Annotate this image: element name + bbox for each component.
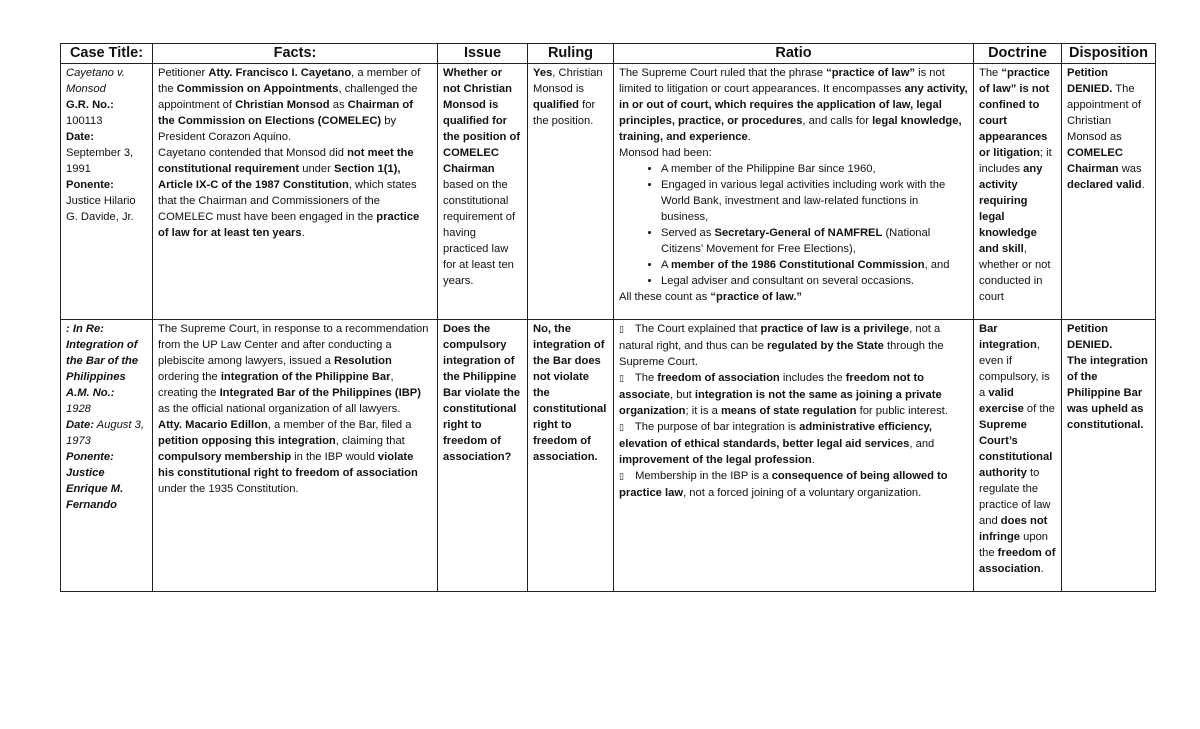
doctrine-bold: Bar integration (979, 323, 1037, 351)
ratio-list (619, 161, 968, 289)
ratio-text: , and calls for (802, 115, 873, 127)
facts-text: under (299, 163, 334, 175)
facts-text: under the 1935 Constitution. (158, 483, 299, 495)
facts-bold: Integrated Bar of the Philippines (IBP) (219, 387, 421, 399)
ratio-text: ; it is a (685, 405, 721, 417)
facts-text: in the IBP would (291, 451, 378, 463)
ratio-cell (614, 64, 974, 320)
doctrine-bold: Supreme Court’s constitutional authority (979, 419, 1053, 479)
doctrine-text: of the (1023, 403, 1055, 415)
ratio-text: includes the (779, 372, 846, 384)
doctrine-text: to regulate the practice of law and (979, 467, 1051, 527)
disposition-bold: Petition DENIED. (1067, 67, 1113, 95)
case-title-cell (61, 64, 153, 320)
ratio-bold: integration is not the same as joining a private organization (619, 389, 942, 417)
disposition-text: was (1118, 163, 1142, 175)
list-item-text: Served as (661, 227, 715, 239)
header-row (61, 44, 1156, 64)
facts-bold: Resolution (333, 355, 392, 367)
facts-bold: violate his constitutional right to freedom of association (158, 451, 418, 479)
disposition-cell (1062, 64, 1156, 320)
list-item-text: (National Citizens’ Movement for Free Elections), (661, 227, 931, 255)
facts-cell (153, 64, 438, 320)
ruling-bold: No, the integration of the Bar does not violate the constitutional right to freedom of association. (533, 323, 607, 463)
ratio-bold: legal knowledge, training, and experience (619, 115, 962, 143)
facts-bold: integration of the Philippine Bar (220, 371, 391, 383)
ratio-bold: regulated by the State (767, 340, 884, 352)
gr-label: G.R. No.: (66, 99, 114, 111)
doctrine-bold: does not infringe (979, 515, 1048, 543)
list-item-bold: Secretary-General of NAMFREL (714, 227, 883, 239)
ratio-text: , not a natural right, and thus can be (619, 323, 941, 352)
facts-bold: not meet the constitutional requirement (158, 147, 414, 175)
bullet-mark-icon: ▯ (619, 472, 624, 482)
ratio-bold: “practice of law.” (710, 291, 803, 303)
ruling-text: , Christian Monsod is (533, 67, 603, 95)
ratio-bold: “practice of law” (826, 67, 915, 79)
ponente-value: Justice Enrique M. Fernando (66, 467, 124, 511)
disposition-bold: The integration of the Philippine Bar was upheld as constitutional. (1067, 355, 1148, 431)
facts-text: , a member of the (158, 67, 421, 95)
list-item: • Legal adviser and consultant on several occasions. (661, 273, 968, 289)
disposition-text: The appointment of Christian Monsod as (1067, 83, 1142, 143)
header-ruling: Ruling (528, 44, 614, 64)
gr-value: 100113 (66, 115, 103, 127)
case-name-prefix: : In Re: Integration of the Bar of the Philippines (66, 323, 139, 383)
ponente-value: Justice Hilario G. Davide, Jr. (66, 195, 136, 223)
ponente-label: Ponente: (66, 451, 114, 463)
doctrine-text: . (1040, 563, 1044, 575)
doctrine-cell (974, 64, 1062, 320)
disposition-bold: COMELEC Chairman (1067, 147, 1123, 175)
facts-bold: Section 1(1), Article IX-C of the 1987 Constitution (158, 163, 401, 191)
ruling-cell (528, 64, 614, 320)
doctrine-text: , even if compulsory, is a (979, 339, 1050, 399)
facts-text: , claiming that (335, 435, 405, 447)
ruling-cell (528, 320, 614, 592)
case-digest-table (60, 43, 1156, 592)
ratio-text: , not a forced joining of a voluntary organization. (683, 487, 922, 499)
bullet-mark-icon: ▯ (619, 325, 624, 335)
list-item-text: , and (924, 259, 950, 271)
ratio-text: . (747, 131, 751, 143)
list-item: • A member of the Philippine Bar since 1960, (661, 161, 968, 177)
ratio-text: . (811, 454, 815, 466)
facts-text: as (329, 99, 348, 111)
ratio-bold: freedom of association (657, 372, 780, 384)
issue-text: based on the constitutional requirement of having practiced law for at least ten years. (443, 179, 516, 287)
date-value: September 3, 1991 (66, 147, 134, 175)
doctrine-bold: freedom of association (979, 547, 1056, 575)
facts-text: Cayetano contended that Monsod did (158, 147, 348, 159)
ratio-text: All these count as (619, 291, 711, 303)
ponente-label: Ponente: (66, 179, 114, 191)
doctrine-text: ; it includes (979, 147, 1052, 175)
facts-text: The Supreme Court, in response to a recommendation from the UP Law Center and after conducting a plebiscite among lawyers, issued a (158, 323, 429, 367)
doctrine-cell (974, 320, 1062, 592)
facts-text: by President Corazon Aquino. (158, 115, 397, 143)
header-disposition: Disposition (1062, 44, 1156, 64)
am-value: 1928 (66, 403, 91, 415)
doctrine-text: The (979, 67, 1002, 79)
table-row (61, 320, 1156, 592)
disposition-cell (1062, 320, 1156, 592)
facts-text: , a member of the Bar, filed a (267, 419, 412, 431)
facts-text: as the official national organization of all lawyers. (158, 403, 401, 415)
case-name: Cayetano v. Monsod (66, 67, 125, 95)
ratio-bold: consequence of being allowed to practice law (619, 470, 948, 499)
ratio-bold: means of state regulation (720, 405, 857, 417)
ratio-bold: practice of law is a privilege (760, 323, 910, 335)
doctrine-text: , whether or not conducted in court (979, 243, 1051, 303)
facts-text: ordering the (158, 371, 221, 383)
doctrine-text: upon the (979, 531, 1049, 559)
ratio-text: Membership in the IBP is a (632, 470, 772, 482)
ratio-cell (614, 320, 974, 592)
facts-bold: practice of law for at least ten years (158, 211, 420, 239)
ratio-text: The purpose of bar integration is (632, 421, 800, 433)
date-label: Date: (66, 419, 94, 431)
ratio-text: for public interest. (856, 405, 948, 417)
doctrine-bold: valid exercise (979, 387, 1024, 415)
doctrine-bold: any activity requiring legal knowledge and skill (979, 163, 1043, 255)
ratio-bold: any activity, in or out of court, which requires the application of law, legal principles, practice, or procedures (619, 83, 968, 127)
facts-bold: compulsory membership (158, 451, 292, 463)
ratio-text: is not limited to litigation or court appearances. It encompasses (619, 67, 945, 95)
facts-text: , challenged the appointment of (158, 83, 418, 111)
issue-bold: Does the compulsory integration of the Philippine Bar violate the constitutional right to freedom of association? (443, 323, 521, 463)
am-label: A.M. No.: (66, 387, 115, 399)
table-row (61, 64, 1156, 320)
list-item (661, 225, 968, 257)
list-item (661, 257, 968, 273)
header-case-title: Case Title: (61, 44, 153, 64)
ruling-bold: Yes (533, 67, 553, 79)
facts-text: , creating the (158, 371, 394, 399)
issue-cell (438, 64, 528, 320)
ratio-text: The Supreme Court ruled that the phrase (619, 67, 827, 79)
ratio-bold: administrative efficiency, elevation of ethical standards, better legal aid services (619, 421, 932, 450)
facts-cell (153, 320, 438, 592)
doctrine-bold: “practice of law” is not confined to court appearances or litigation (979, 67, 1050, 159)
header-ratio: Ratio (614, 44, 974, 64)
disposition-text: . (1141, 179, 1145, 191)
bullet-mark-icon: ▯ (619, 423, 624, 433)
facts-bold: Commission on Appointments (176, 83, 339, 95)
facts-bold: Atty. Macario Edillon (158, 419, 268, 431)
header-doctrine: Doctrine (974, 44, 1062, 64)
facts-bold: Atty. Francisco I. Cayetano (208, 67, 352, 79)
facts-text: . (301, 227, 305, 239)
ruling-text: for the position. (533, 99, 596, 127)
bullet-mark-icon: ▯ (619, 374, 624, 384)
ratio-text: The (632, 372, 658, 384)
header-facts: Facts: (153, 44, 438, 64)
ratio-bold: freedom not to associate (619, 372, 925, 401)
case-digest-page (60, 43, 1155, 592)
ratio-text: , but (670, 389, 695, 401)
facts-bold: Christian Monsod (235, 99, 330, 111)
facts-text: Petitioner (158, 67, 209, 79)
issue-bold: Whether or not Christian Monsod is qualified for the position of COMELEC Chairman (443, 67, 521, 175)
ratio-text: The Court explained that (632, 323, 761, 335)
ratio-text: Monsod had been: (619, 147, 712, 159)
ratio-bold: improvement of the legal profession (619, 454, 812, 466)
header-issue: Issue (438, 44, 528, 64)
ratio-text: through the Supreme Court. (619, 340, 944, 368)
list-item-text: A (661, 259, 671, 271)
list-item: • Engaged in various legal activities including work with the World Bank, investment and law-related functions in business, (661, 177, 968, 225)
case-title-cell (61, 320, 153, 592)
date-label: Date: (66, 131, 94, 143)
ruling-bold: qualified (533, 99, 579, 111)
issue-cell (438, 320, 528, 592)
ratio-text: , and (909, 438, 935, 450)
list-item-bold: member of the 1986 Constitutional Commission (670, 259, 925, 271)
facts-bold: Chairman of the Commission on Elections (COMELEC) (158, 99, 413, 127)
disposition-bold: declared valid (1067, 179, 1142, 191)
facts-bold: petition opposing this integration (158, 435, 336, 447)
date-value: August 3, 1973 (66, 419, 144, 447)
disposition-bold: Petition DENIED. (1067, 323, 1113, 351)
facts-text: , which states that the Chairman and Commissioners of the COMELEC must have been engaged in the (158, 179, 417, 223)
